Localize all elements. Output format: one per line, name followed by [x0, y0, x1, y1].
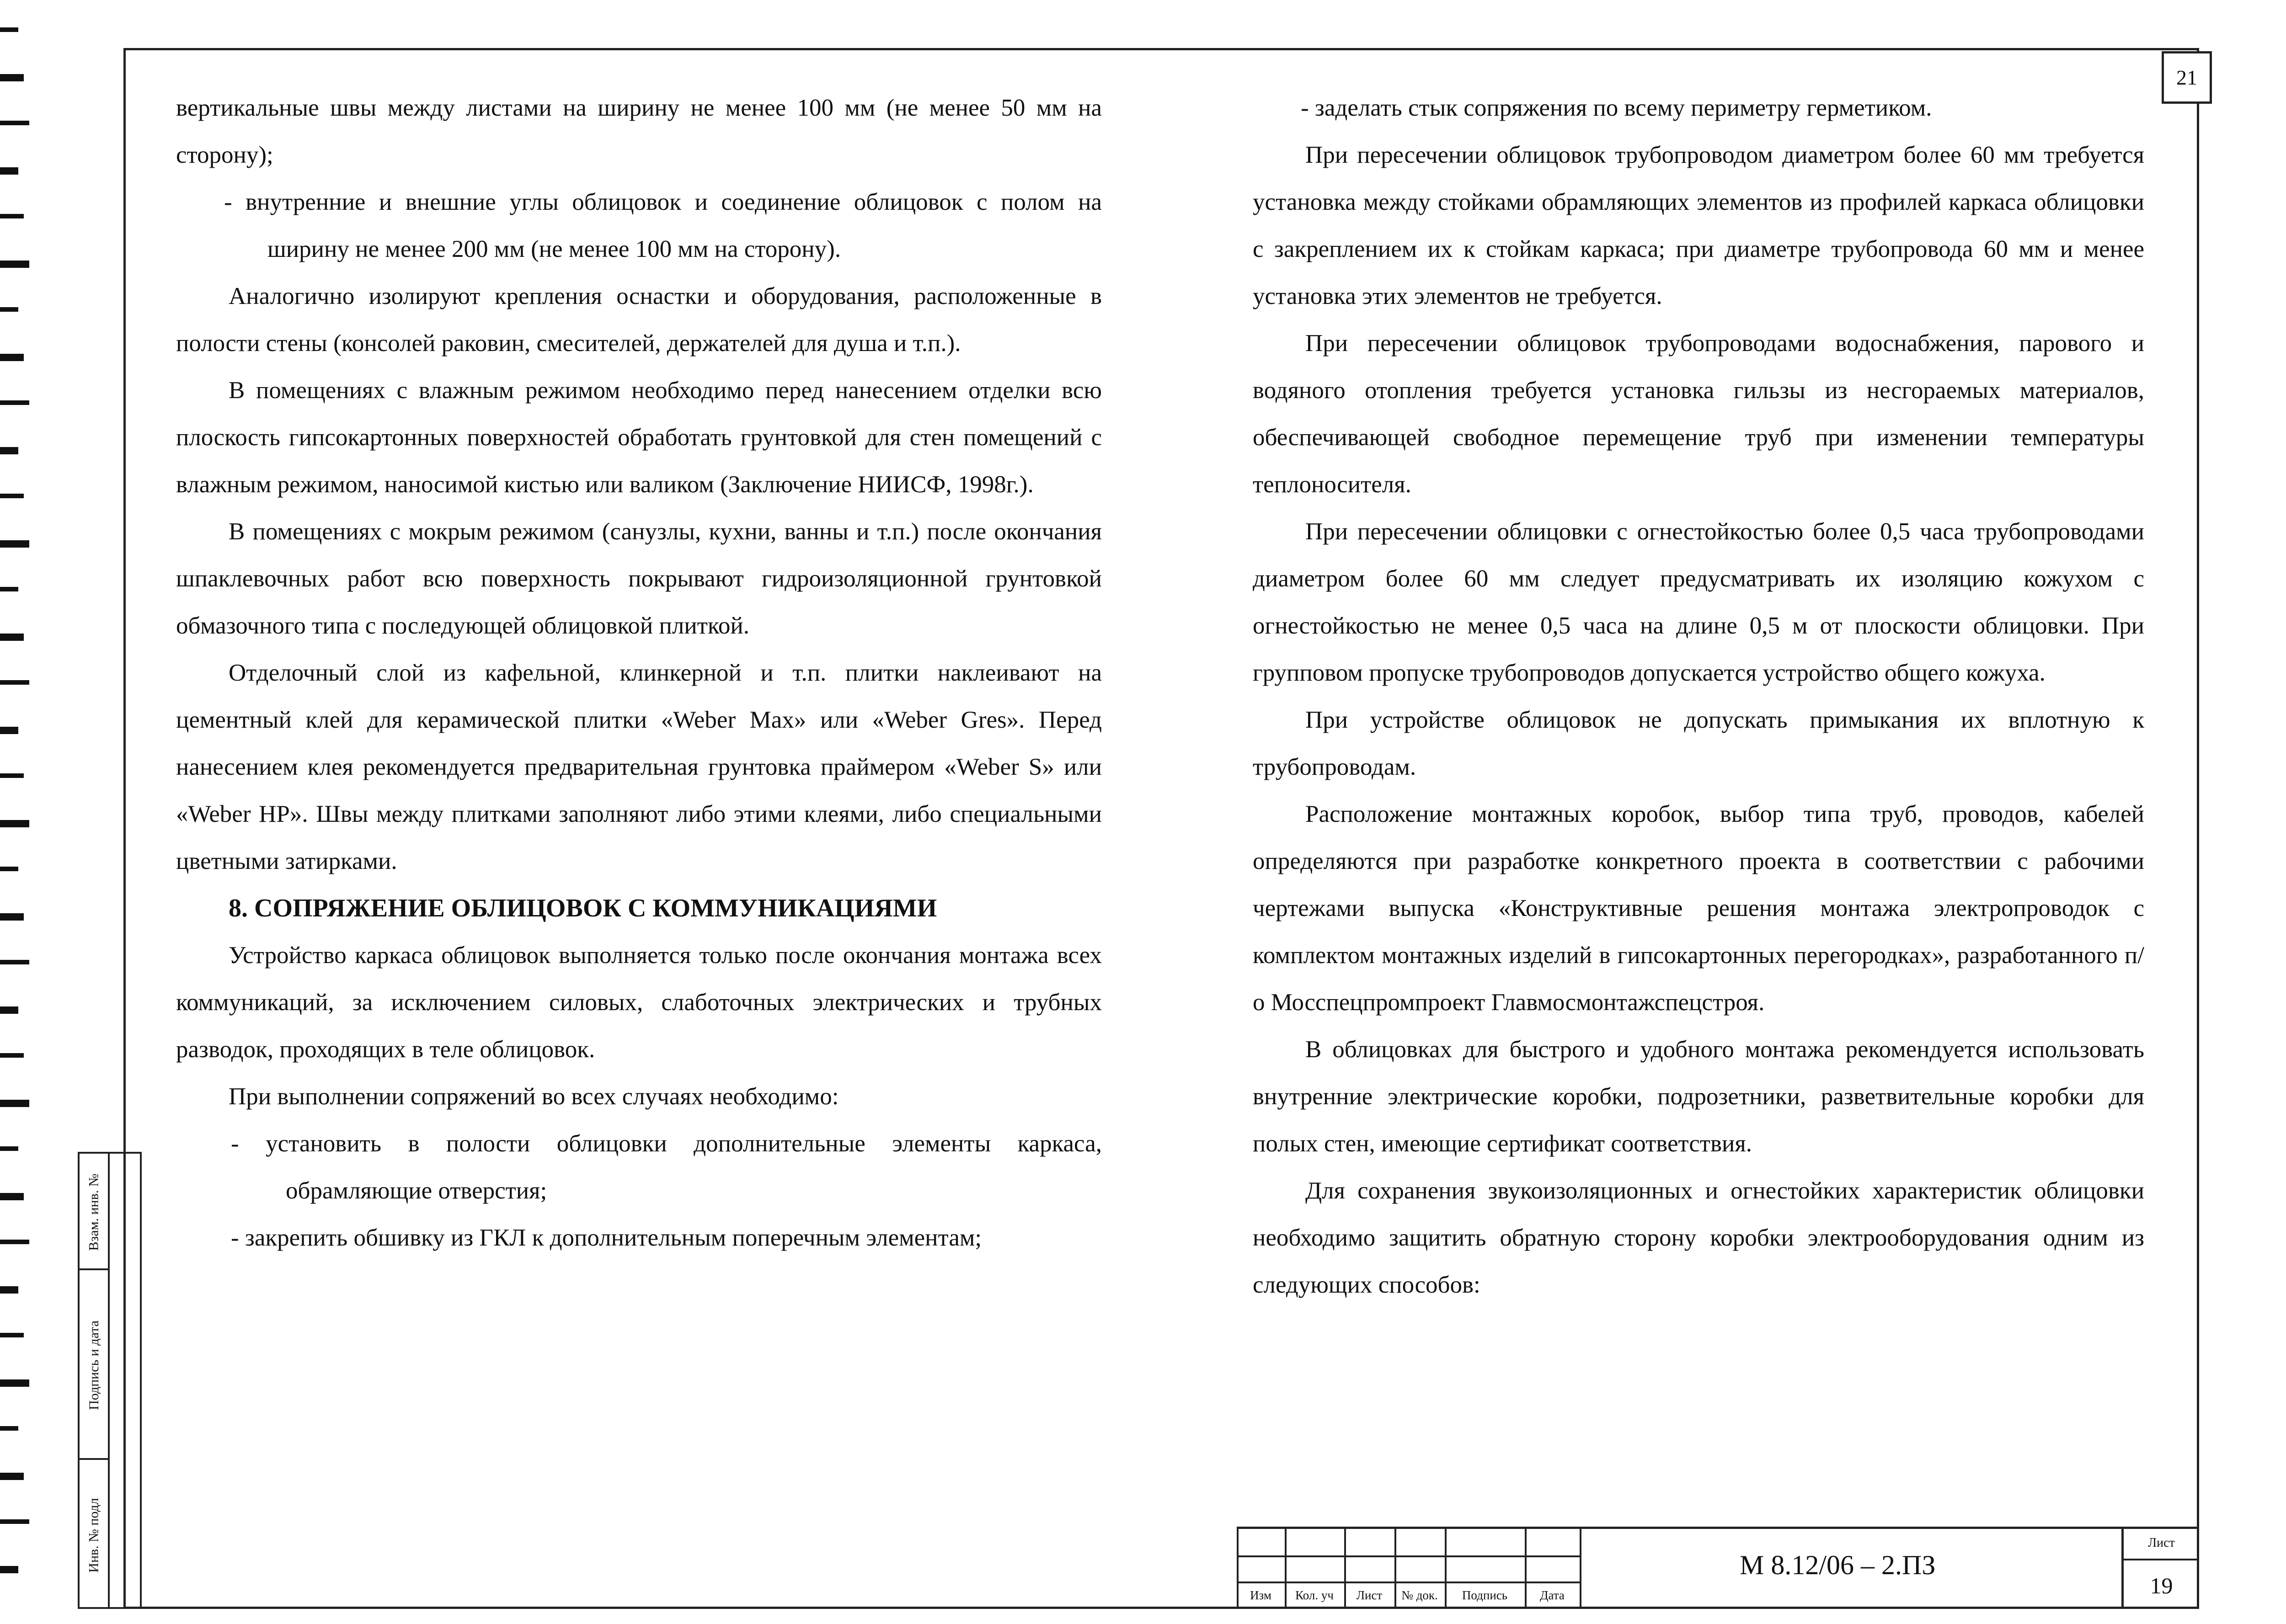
edge-mark — [0, 167, 18, 175]
edge-mark — [0, 587, 18, 591]
right-paragraph: - заделать стык сопряжения по всему периметру герметиком. — [1301, 95, 1932, 121]
right-paragraph: Расположение монтажных коробок, выбор типа труб, проводов, кабелей определяются при разработке конкретного проекта в соответствии с рабочими чертежами выпуска «Конструктивные решения монтажа электропроводок с комплектом монтажных изделий в гипсокартонных перегородках», разработанного п/о Мосспецпромпроект Главмосмонтажспецстроя. — [1253, 801, 2144, 1016]
stamp-signature-date: Подпись и дата — [86, 1320, 102, 1410]
left-column — [176, 85, 1102, 1262]
binding-edge-marks — [0, 0, 41, 1624]
edge-mark — [0, 1146, 18, 1151]
sheet-number-box — [2121, 1529, 2199, 1609]
edge-mark — [0, 680, 29, 685]
corner-page-number: 21 — [2162, 51, 2212, 104]
section-paragraph: Устройство каркаса облицовок выполняется только после окончания монтажа всех коммуникаций, за исключением силовых, слаботочных электрических и трубных разводок, проходящих в теле облицовок. — [176, 942, 1102, 1063]
edge-mark — [0, 867, 18, 871]
left-paragraph: Аналогично изолируют крепления оснастки и оборудования, расположенные в полости стены (консолей раковин, смесителей, держателей для душа и т.п.). — [176, 283, 1102, 357]
col-date: Дата — [1540, 1588, 1565, 1602]
edge-mark — [0, 1426, 18, 1431]
right-column — [1253, 85, 2144, 1309]
col-count: Кол. уч — [1295, 1588, 1334, 1602]
left-paragraph: В помещениях с влажным режимом необходимо перед нанесением отделки всю плоскость гипсокартонных поверхностей обработать грунтовкой для стен помещений с влажным режимом, наносимой кистью или валиком (Заключение НИИСФ, 1998г.). — [176, 377, 1102, 498]
section-paragraph: - установить в полости облицовки дополнительные элементы каркаса, обрамляющие отверстия; — [231, 1130, 1102, 1204]
edge-mark — [0, 261, 29, 268]
edge-mark — [0, 820, 29, 827]
col-doc-no: № док. — [1401, 1588, 1438, 1602]
document-code: М 8.12/06 – 2.ПЗ — [1740, 1550, 1936, 1580]
col-sheet: Лист — [1356, 1588, 1383, 1602]
edge-mark — [0, 1053, 24, 1058]
edge-mark — [0, 1333, 24, 1337]
sheet-number: 19 — [2150, 1573, 2173, 1598]
left-paragraph: - внутренние и внешние углы облицовок и соединение облицовок с полом на ширину не менее 200 мм (не менее 100 мм на сторону). — [224, 189, 1102, 262]
edge-mark — [0, 400, 29, 405]
edge-mark — [0, 1100, 29, 1107]
edge-mark — [0, 773, 24, 778]
edge-mark — [0, 494, 24, 498]
left-paragraph: В помещениях с мокрым режимом (санузлы, кухни, ванны и т.п.) после окончания шпаклевочных работ всю поверхность покрывают гидроизоляционной грунтовкой обмазочного типа с последующей облицовкой плиткой. — [176, 518, 1102, 639]
binding-stamp-strip — [78, 1152, 142, 1609]
edge-mark — [0, 960, 29, 964]
right-paragraph: Для сохранения звукоизоляционных и огнестойких характеристик облицовки необходимо защитить обратную сторону коробки электрооборудования одним из следующих способов: — [1253, 1177, 2144, 1298]
left-paragraph: вертикальные швы между листами на ширину не менее 100 мм (не менее 50 мм на сторону); — [176, 95, 1102, 168]
right-paragraph: При пересечении облицовок трубопроводами водоснабжения, парового и водяного отопления требуется установка гильзы из несгораемых материалов, обеспечивающей свободное перемещение труб при изменении температуры теплоносителя. — [1253, 330, 2144, 498]
edge-mark — [0, 1519, 29, 1524]
section-heading: 8. СОПРЯЖЕНИЕ ОБЛИЦОВОК С КОММУНИКАЦИЯМИ — [229, 894, 937, 922]
edge-mark — [0, 1379, 29, 1387]
right-paragraph: При пересечении облицовки с огнестойкостью более 0,5 часа трубопроводами диаметром более 60 мм следует предусматривать их изоляцию кожухом с огнестойкостью не менее 0,5 часа на длине 0,5 м от плоскости облицовки. При групповом пропуске трубопроводов допускается устройство общего кожуха. — [1253, 518, 2144, 686]
edge-mark — [0, 74, 24, 81]
edge-mark — [0, 634, 24, 641]
edge-mark — [0, 1566, 18, 1573]
right-paragraph: При устройстве облицовок не допускать примыкания их вплотную к трубопроводам. — [1253, 707, 2144, 780]
stamp-replacement-inventory: Взам. инв. № — [86, 1173, 101, 1251]
left-paragraph: Отделочный слой из кафельной, клинкерной и т.п. плитки наклеивают на цементный клей для керамической плитки «Weber Max» или «Weber Gres». Перед нанесением клея рекомендуется предварительная грунтовка праймером «Weber S» или «Weber HP». Швы между плитками заполняют либо этими клеями, либо специальными цветными затирками. — [176, 660, 1102, 874]
col-signature: Подпись — [1462, 1588, 1508, 1602]
edge-mark — [0, 1240, 29, 1244]
edge-mark — [0, 354, 24, 361]
edge-mark — [0, 307, 18, 312]
section-paragraph: - закрепить обшивку из ГКЛ к дополнительным поперечным элементам; — [231, 1225, 982, 1251]
edge-mark — [0, 447, 18, 454]
edge-mark — [0, 1193, 24, 1200]
right-paragraph: При пересечении облицовок трубопроводом диаметром более 60 мм требуется установка между стойками обрамляющих элементов из профилей каркаса облицовки с закреплением их к стойкам каркаса; при диаметре трубопровода 60 мм и менее установка этих элементов не требуется. — [1253, 142, 2144, 309]
right-paragraph: В облицовках для быстрого и удобного монтажа рекомендуется использовать внутренние электрические коробки, подрозетники, разветвительные коробки для полых стен, имеющие сертификат соответствия. — [1253, 1036, 2144, 1157]
revision-grid — [1237, 1529, 1580, 1611]
edge-mark — [0, 1473, 24, 1480]
edge-mark — [0, 214, 24, 218]
sheet-label: Лист — [2148, 1536, 2175, 1550]
col-revision: Изм — [1250, 1588, 1271, 1602]
edge-mark — [0, 727, 18, 734]
edge-mark — [0, 1286, 18, 1294]
title-block — [1237, 1527, 2199, 1609]
edge-mark — [0, 1006, 18, 1014]
section-paragraph: При выполнении сопряжений во всех случаях необходимо: — [229, 1083, 839, 1110]
edge-mark — [0, 540, 29, 548]
edge-mark — [0, 913, 24, 921]
edge-mark — [0, 121, 29, 125]
edge-mark — [0, 27, 18, 32]
stamp-original-inventory: Инв. № подл — [86, 1498, 101, 1573]
